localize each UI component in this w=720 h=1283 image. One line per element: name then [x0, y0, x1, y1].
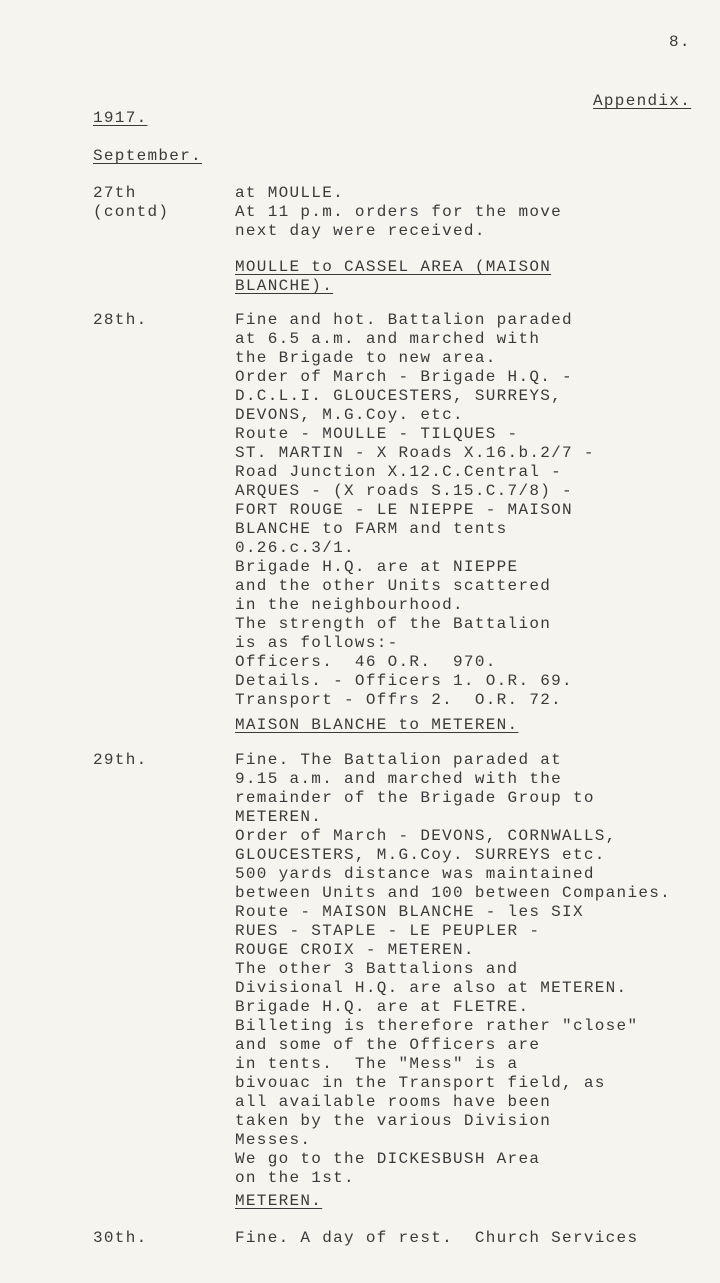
text-line: Fine. A day of rest. Church Services [235, 1229, 639, 1247]
text-line: taken by the various Division [235, 1112, 552, 1130]
date-text: 28th. [93, 311, 148, 329]
text-line: remainder of the Brigade Group to [235, 789, 595, 807]
text-line: Billeting is therefore rather "close" [235, 1017, 639, 1035]
text-line: METEREN. [235, 808, 323, 826]
text-line: Brigade H.Q. are at FLETRE. [235, 998, 530, 1016]
appendix-label: Appendix. [593, 92, 692, 110]
month-heading: September. [93, 147, 203, 165]
text-line: 9.15 a.m. and marched with the [235, 770, 563, 788]
text-line: the Brigade to new area. [235, 349, 497, 367]
text-line: and some of the Officers are [235, 1036, 541, 1054]
text-line: Brigade H.Q. are at NIEPPE [235, 558, 519, 576]
text-line: Divisional H.Q. are also at METEREN. [235, 979, 628, 997]
text-line: Route - MOULLE - TILQUES - [235, 425, 519, 443]
text-line: We go to the DICKESBUSH Area [235, 1150, 541, 1168]
text-line: GLOUCESTERS, M.G.Coy. SURREYS etc. [235, 846, 606, 864]
text-line: at MOULLE. [235, 184, 345, 202]
text-line: Route - MAISON BLANCHE - les SIX [235, 903, 584, 921]
text-line: between Units and 100 between Companies. [235, 884, 672, 902]
text-line: The strength of the Battalion [235, 615, 552, 633]
date-text: 27th [93, 184, 137, 202]
page-number: 8. [669, 33, 691, 51]
text-line: Order of March - DEVONS, CORNWALLS, [235, 827, 617, 845]
date-text: (contd) [93, 203, 170, 221]
text-line: 500 yards distance was maintained [235, 865, 595, 883]
text-line: Fine and hot. Battalion paraded [235, 311, 573, 329]
text-line: Details. - Officers 1. O.R. 69. [235, 672, 573, 690]
date-text: 29th. [93, 751, 148, 769]
text-line: all available rooms have been [235, 1093, 552, 1111]
text-line: ROUGE CROIX - METEREN. [235, 941, 475, 959]
text-line: FORT ROUGE - LE NIEPPE - MAISON [235, 501, 573, 519]
text-line: next day were received. [235, 222, 486, 240]
text-line: in tents. The "Mess" is a [235, 1055, 519, 1073]
year-heading: 1917. [93, 109, 148, 127]
text-line: Road Junction X.12.C.Central - [235, 463, 563, 481]
text-line: RUES - STAPLE - LE PEUPLER - [235, 922, 541, 940]
text-line: The other 3 Battalions and [235, 960, 519, 978]
text-line: ARQUES - (X roads S.15.C.7/8) - [235, 482, 573, 500]
text-line: At 11 p.m. orders for the move [235, 203, 563, 221]
heading-line: BLANCHE). [235, 277, 334, 295]
text-line: BLANCHE to FARM and tents [235, 520, 508, 538]
text-line: in the neighbourhood. [235, 596, 464, 614]
date-text: 30th. [93, 1229, 148, 1247]
text-line: Officers. 46 O.R. 970. [235, 653, 497, 671]
text-line: Fine. The Battalion paraded at [235, 751, 563, 769]
text-line: DEVONS, M.G.Coy. etc. [235, 406, 464, 424]
text-line: bivouac in the Transport field, as [235, 1074, 606, 1092]
text-line: Transport - Offrs 2. O.R. 72. [235, 691, 563, 709]
text-line: at 6.5 a.m. and marched with [235, 330, 541, 348]
text-line: and the other Units scattered [235, 577, 552, 595]
text-line: on the 1st. [235, 1169, 355, 1187]
text-line: ST. MARTIN - X Roads X.16.b.2/7 - [235, 444, 595, 462]
text-line: Order of March - Brigade H.Q. - [235, 368, 573, 386]
heading-line: MOULLE to CASSEL AREA (MAISON [235, 258, 552, 276]
text-line: Messes. [235, 1131, 312, 1149]
text-line: 0.26.c.3/1. [235, 539, 355, 557]
heading-line: MAISON BLANCHE to METEREN. [235, 716, 519, 734]
text-line: D.C.L.I. GLOUCESTERS, SURREYS, [235, 387, 563, 405]
heading-line: METEREN. [235, 1192, 323, 1210]
text-line: is as follows:- [235, 634, 399, 652]
